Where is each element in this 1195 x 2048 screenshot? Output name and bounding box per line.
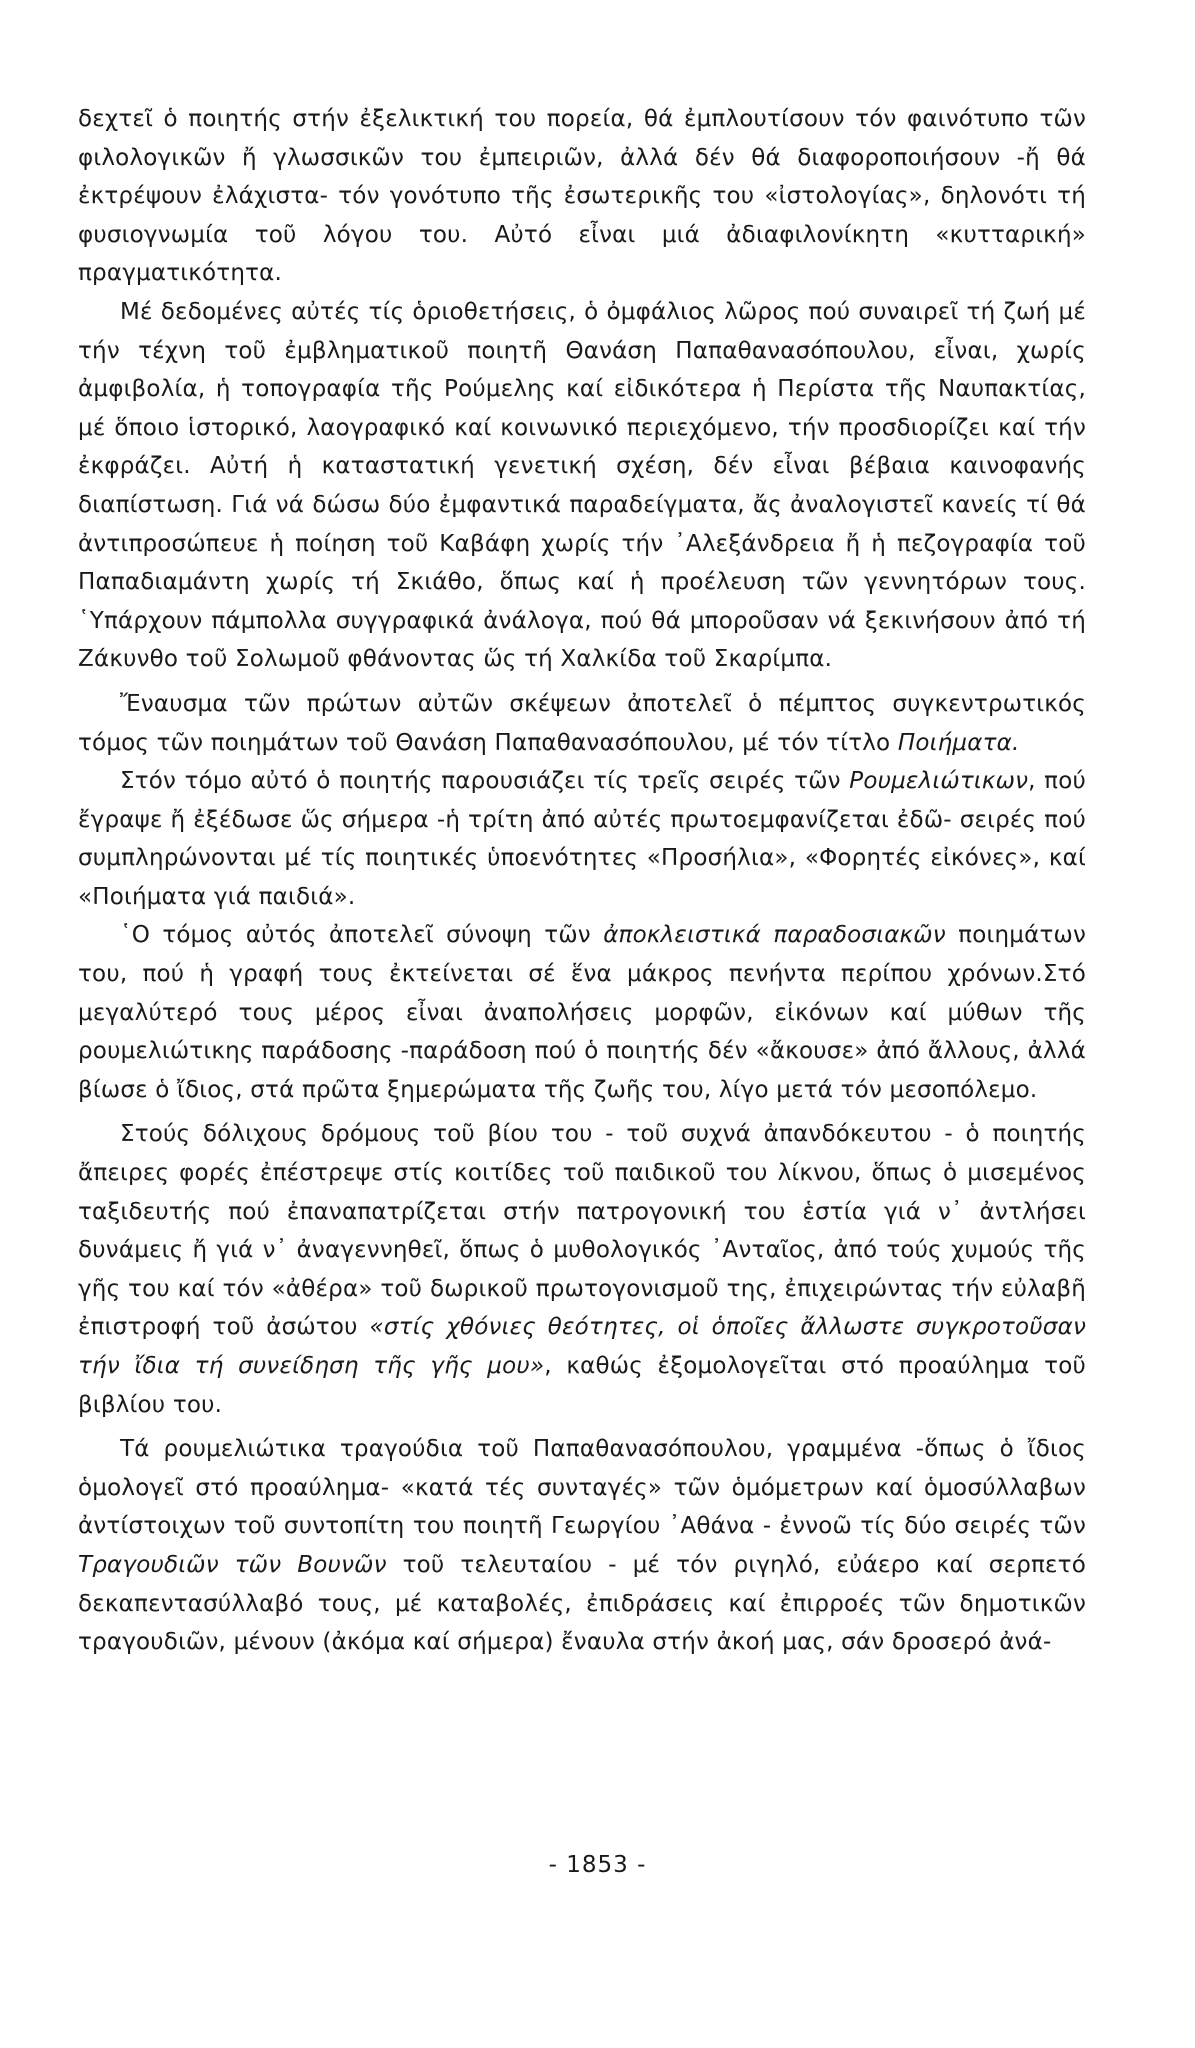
text-run: δεχτεῖ ὁ ποιητής στήν ἐξελικτική του πορεία, θά ἐμπλουτίσουν τόν φαινότυπο τῶν φιλολογικῶν ἤ γλωσσικῶν του ἐμπειριῶν, ἀλλά δέν θά διαφοροποιήσουν -ἤ θά ἐκτρέψουν ἐλάχιστα- τόν γονότυπο τῆς ἐσωτερικῆς του «ἰστολογίας», δηλονότι τή φυσιογνωμία τοῦ λόγου του. Αὐτό εἶναι μιά ἀδιαφιλονίκητη «κυτταρική» πραγματικότητα. xyxy=(78,106,1086,287)
text-run: ῾Ο τόμος αὐτός ἀποτελεῖ σύνοψη τῶν xyxy=(120,922,604,949)
paragraph xyxy=(78,685,1086,762)
italic-text-run: «στίς χθόνιες θεότητες, οἱ ὁποῖες ἄλλωστε συγκροτοῦσαν τήν ἴδια τή συνείδηση τῆς γῆς μου» xyxy=(78,1314,1086,1379)
italic-text-run: Ποιήματα. xyxy=(897,729,1020,756)
paragraph xyxy=(78,293,1086,679)
page-number: - 1853 - xyxy=(548,1852,647,1878)
text-run: Τά ρουμελιώτικα τραγούδια τοῦ Παπαθανασόπουλου, γραμμένα -ὅπως ὁ ἴδιος ὁμολογεῖ στό προαύλημα- «κατά τές συνταγές» τῶν ὁμόμετρων καί ὁμοσύλλαβων ἀντίστοιχων τοῦ συντοπίτη του ποιητῆ Γεωργίου ᾿Αθάνα - ἐννοῶ τίς δύο σειρές τῶν xyxy=(78,1436,1086,1540)
body-text xyxy=(78,100,1086,1662)
paragraph xyxy=(78,1115,1086,1424)
text-run: Στόν τόμο αὐτό ὁ ποιητής παρουσιάζει τίς τρεῖς σειρές τῶν xyxy=(120,768,850,795)
italic-text-run: Ρουμελιώτικων xyxy=(849,768,1029,795)
text-run: , καθώς ἐξομολογεῖται στό προαύλημα τοῦ βιβλίου του. xyxy=(78,1353,1087,1418)
paragraph xyxy=(78,916,1086,1109)
text-run: ποιημάτων του, πού ἡ γραφή τους ἐκτείνεται σέ ἕνα μάκρος πενήντα περίπου χρόνων.Στό μεγαλύτερό τους μέρος εἶναι ἀναπολήσεις μορφῶν, εἰκόνων καί μύθων τῆς ρουμελιώτικης παράδοσης -παράδοση πού ὁ ποιητής δέν «ἄκουσε» ἀπό ἄλλους, ἀλλά βίωσε ὁ ἴδιος, στά πρῶτα ξημερώματα τῆς ζωῆς του, λίγο μετά τόν μεσοπόλεμο. xyxy=(78,922,1087,1103)
text-run: τοῦ τελευταίου - μέ τόν ριγηλό, εὐάερο καί σερπετό δεκαπεντασύλλαβό τους, μέ καταβολές, ἐπιδράσεις καί ἐπιρροές τῶν δημοτικῶν τραγουδιῶν, μένουν (ἀκόμα καί σήμερα) ἔναυλα στήν ἀκοή μας, σάν δροσερό ἀνά- xyxy=(78,1551,1086,1656)
text-run: Μέ δεδομένες αὐτές τίς ὁριοθετήσεις, ὁ ὀμφάλιος λῶρος πού συναιρεῖ τή ζωή μέ τήν τέχνη τοῦ ἐμβληματικοῦ ποιητῆ Θανάση Παπαθανασόπουλου, εἶναι, χωρίς ἀμφιβολία, ἡ τοπογραφία τῆς Ρούμελης καί εἰδικότερα ἡ Περίστα τῆς Ναυπακτίας, μέ ὅποιο ἱστορικό, λαογραφικό καί κοινωνικό περιεχόμενο, τήν προσδιορίζει καί τήν ἐκφράζει. Αὐτή ἡ καταστατική γενετική σχέση, δέν εἶναι βέβαια καινοφανής διαπίστωση. Γιά νά δώσω δύο ἐμφαντικά παραδείγματα, ἄς ἀναλογιστεῖ κανείς τί θά ἀντιπροσώπευε ἡ ποίηση τοῦ Καβάφη χωρίς τήν ᾿Αλεξάνδρεια ἤ ἡ πεζογραφία τοῦ Παπαδιαμάντη χωρίς τή Σκιάθο, ὅπως καί ἡ προέλευση τῶν γεννητόρων τους. ῾Υπάρχουν πάμπολλα συγγραφικά ἀνάλογα, πού θά μποροῦσαν νά ξεκινήσουν ἀπό τή Ζάκυνθο τοῦ Σολωμοῦ φθάνοντας ὥς τή Χαλκίδα τοῦ Σκαρίμπα. xyxy=(78,298,1086,673)
text-run: Ἔναυσμα τῶν πρώτων αὐτῶν σκέψεων ἀποτελεῖ ὁ πέμπτος συγκεντρωτικός τόμος τῶν ποιημάτων τοῦ Θανάση Παπαθανασόπουλου, μέ τόν τίτλο xyxy=(78,690,1086,756)
paragraph xyxy=(78,100,1086,293)
italic-text-run: ἀποκλειστικά παραδοσιακῶν xyxy=(603,922,946,949)
paragraph xyxy=(78,762,1086,916)
text-run: Στούς δόλιχους δρόμους τοῦ βίου του - τοῦ συχνά ἀπανδόκευτου - ὁ ποιητής ἄπειρες φορές ἐπέστρεψε στίς κοιτίδες τοῦ παιδικοῦ του λίκνου, ὅπως ὁ μισεμένος ταξιδευτής πού ἐπαναπατρίζεται στήν πατρογονική του ἑστία γιά ν᾿ ἀντλήσει δυνάμεις ἤ γιά ν᾿ ἀναγεννηθεῖ, ὅπως ὁ μυθολογικός ᾿Ανταῖος, ἀπό τούς χυμούς τῆς γῆς του καί τόν «ἀθέρα» τοῦ δωρικοῦ πρωτογονισμοῦ της, ἐπιχειρώντας τήν εὐλαβῆ ἐπιστροφή τοῦ ἀσώτου xyxy=(78,1121,1086,1341)
italic-text-run: Τραγουδιῶν τῶν Βουνῶν xyxy=(78,1551,387,1578)
text-run: , πού ἔγραψε ἤ ἐξέδωσε ὥς σήμερα -ἡ τρίτη ἀπό αὐτές πρωτοεμφανίζεται ἐδῶ- σειρές πού συμπληρώνονται μέ τίς ποιητικές ὑποενότητες «Προσήλια», «Φορητές εἰκόνες», καί «Ποιήματα γιά παιδιά». xyxy=(78,768,1086,910)
paragraph xyxy=(78,1430,1086,1662)
